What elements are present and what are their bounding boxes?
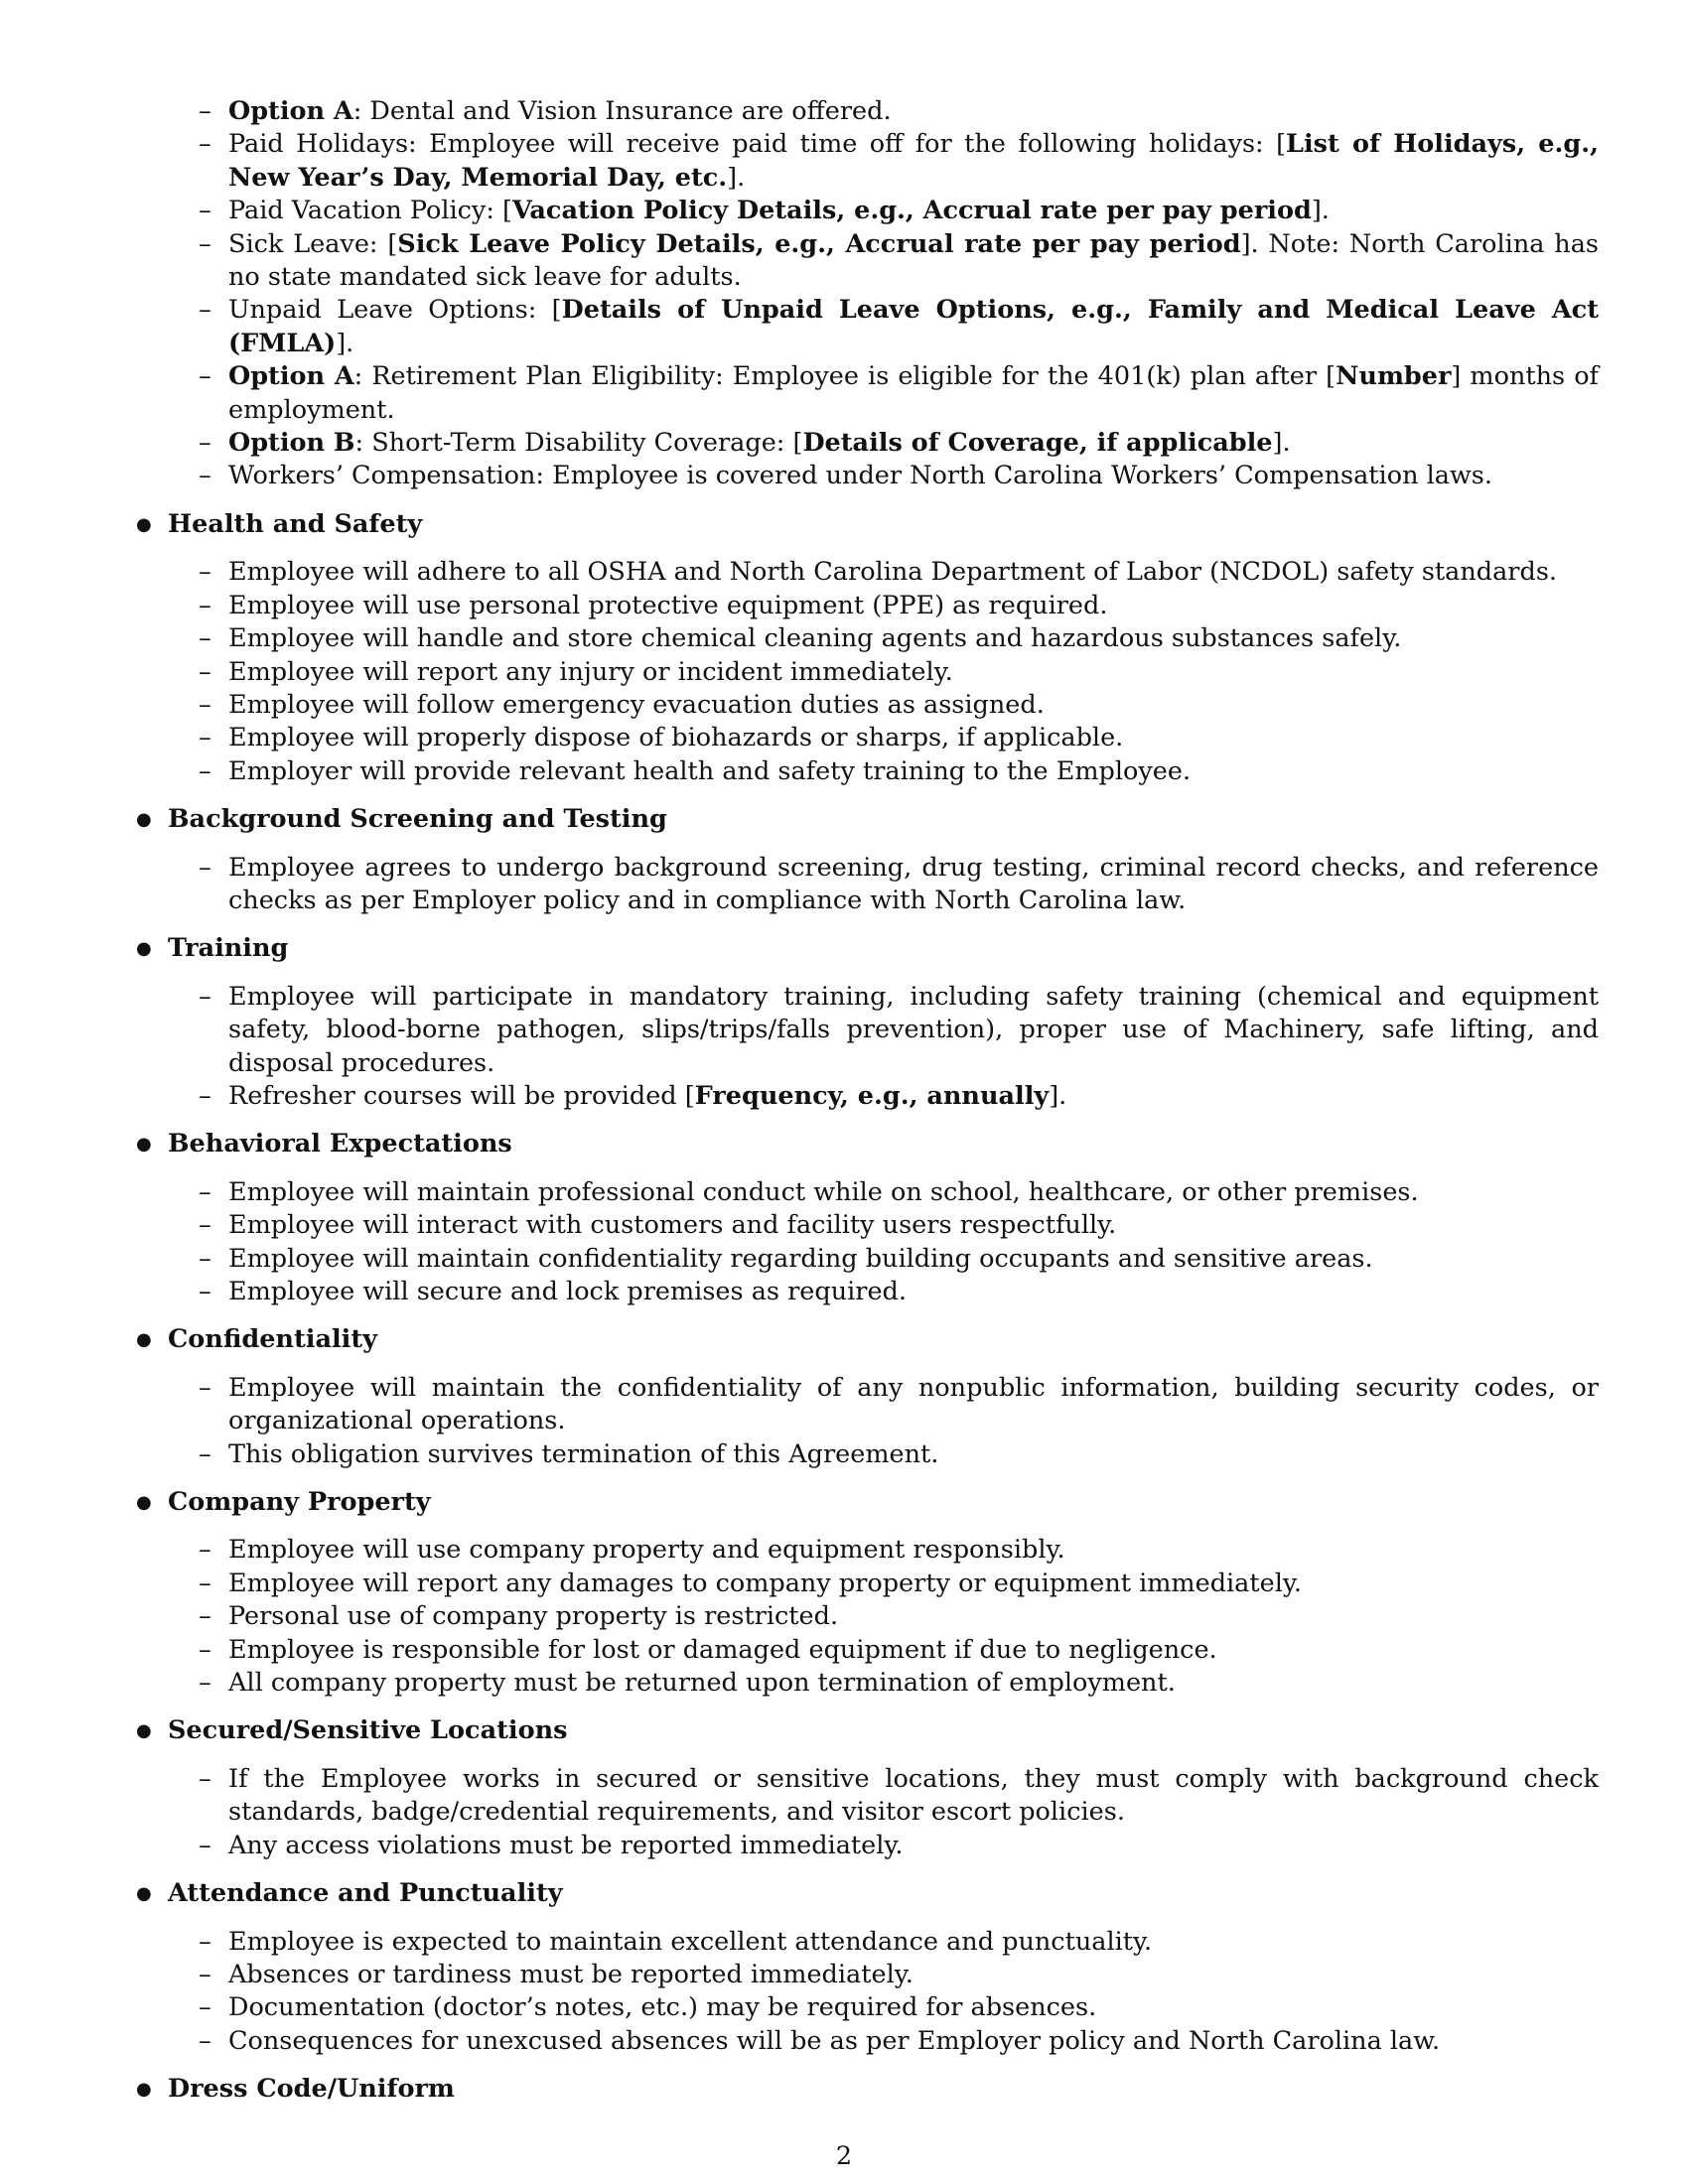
list-item: – Employee is responsible for lost or damaged equipment if due to negligence. <box>228 1634 1599 1667</box>
list-item: – Employee will handle and store chemical cleaning agents and hazardous substances safely. <box>228 622 1599 655</box>
list-item: – If the Employee works in secured or sensitive locations, they must comply with background check standards, badge/credential requirements, and visitor escort policies. <box>228 1763 1599 1830</box>
section-title: Attendance and Punctuality <box>168 1878 563 1909</box>
continued-benefits-list <box>129 95 1599 493</box>
list-item: – Unpaid Leave Options: [Details of Unpaid Leave Options, e.g., Family and Medical Leave Act (FMLA)]. <box>228 294 1599 360</box>
page-number: 2 <box>835 2141 853 2171</box>
list-item: – Any access violations must be reported immediately. <box>228 1830 1599 1862</box>
list-item: – Employee will use personal protective equipment (PPE) as required. <box>228 590 1599 622</box>
section-company-property <box>129 1486 1599 1700</box>
list-item: – Employee will interact with customers and facility users respectfully. <box>228 1209 1599 1242</box>
list-item: – Option A: Retirement Plan Eligibility: Employee is eligible for the 401(k) plan after [Number] months of employment. <box>228 360 1599 427</box>
section-list <box>168 556 1599 788</box>
bullet-icon: ● <box>136 1883 152 1905</box>
list-item: – All company property must be returned upon termination of employment. <box>228 1667 1599 1700</box>
section-list <box>168 1372 1599 1471</box>
list-item: – Employee will participate in mandatory training, including safety training (chemical and equipment safety, blood-borne pathogen, slips/trips/falls prevention), proper use of Machinery, safe lifting, and disposal procedures. <box>228 981 1599 1080</box>
list-item: – Employee agrees to undergo background screening, drug testing, criminal record checks, and reference checks as per Employer policy and in compliance with North Carolina law. <box>228 852 1599 918</box>
list-item: – Refresher courses will be provided [Frequency, e.g., annually]. <box>228 1080 1599 1113</box>
section-list <box>168 1534 1599 1700</box>
list-item: – Employee is expected to maintain excellent attendance and punctuality. <box>228 1926 1599 1959</box>
list-item: – Employee will adhere to all OSHA and North Carolina Department of Labor (NCDOL) safety standards. <box>228 556 1599 589</box>
section-training <box>129 932 1599 1113</box>
list-item: – Employee will maintain confidentiality regarding building occupants and sensitive areas. <box>228 1243 1599 1276</box>
list-item: – Paid Holidays: Employee will receive paid time off for the following holidays: [List of Holidays, e.g., New Year’s Day, Memorial Day, etc.]. <box>228 128 1599 195</box>
list-item: – Option A: Dental and Vision Insurance are offered. <box>228 95 1599 128</box>
list-item: – Sick Leave: [Sick Leave Policy Details, e.g., Accrual rate per pay period]. Note: North Carolina has no state mandated sick leave for adults. <box>228 228 1599 295</box>
section-list <box>168 852 1599 918</box>
section-background-screening <box>129 803 1599 917</box>
bullet-icon: ● <box>136 1134 152 1156</box>
list-item: – Employee will follow emergency evacuation duties as assigned. <box>228 689 1599 722</box>
list-item: – Employer will provide relevant health and safety training to the Employee. <box>228 755 1599 788</box>
list-item: – Paid Vacation Policy: [Vacation Policy Details, e.g., Accrual rate per pay period]. <box>228 195 1599 227</box>
list-item: – Employee will secure and lock premises as required. <box>228 1276 1599 1308</box>
bullet-icon: ● <box>136 513 152 535</box>
bullet-icon: ● <box>136 1492 152 1514</box>
bullet-icon: ● <box>136 1720 152 1742</box>
list-item: – Employee will use company property and equipment responsibly. <box>228 1534 1599 1567</box>
section-dress-code <box>129 2073 1599 2106</box>
section-attendance <box>129 1877 1599 2058</box>
bullet-icon: ● <box>136 1329 152 1351</box>
bullet-icon: ● <box>136 938 152 960</box>
section-title: Health and Safety <box>168 508 423 539</box>
list-item: – Workers’ Compensation: Employee is covered under North Carolina Workers’ Compensation laws. <box>228 460 1599 492</box>
list-item: – This obligation survives termination of this Agreement. <box>228 1438 1599 1471</box>
section-health-and-safety <box>129 508 1599 788</box>
list-item: – Employee will maintain the confidentiality of any nonpublic information, building security codes, or organizational operations. <box>228 1372 1599 1438</box>
bullet-icon: ● <box>136 809 152 831</box>
section-title: Company Property <box>168 1487 431 1518</box>
page-content <box>129 95 1599 2121</box>
section-confidentiality <box>129 1323 1599 1471</box>
section-title: Behavioral Expectations <box>168 1129 512 1160</box>
section-list <box>168 1926 1599 2059</box>
section-list <box>168 1176 1599 1309</box>
list-item: – Consequences for unexcused absences will be as per Employer policy and North Carolina law. <box>228 2025 1599 2058</box>
section-secured-locations <box>129 1714 1599 1862</box>
section-title: Secured/Sensitive Locations <box>168 1715 568 1746</box>
bullet-icon: ● <box>136 2079 152 2101</box>
section-title: Background Screening and Testing <box>168 804 667 835</box>
list-item: – Absences or tardiness must be reported immediately. <box>228 1959 1599 1991</box>
section-title: Dress Code/Uniform <box>168 2074 455 2105</box>
section-behavioral-expectations <box>129 1128 1599 1308</box>
list-item: – Employee will maintain professional conduct while on school, healthcare, or other premises. <box>228 1176 1599 1209</box>
list-item: – Option B: Short-Term Disability Coverage: [Details of Coverage, if applicable]. <box>228 427 1599 460</box>
list-item: – Documentation (doctor’s notes, etc.) may be required for absences. <box>228 1991 1599 2024</box>
section-list <box>168 1763 1599 1862</box>
section-title: Training <box>168 933 289 964</box>
list-item: – Employee will report any damages to company property or equipment immediately. <box>228 1568 1599 1600</box>
list-item: – Employee will report any injury or incident immediately. <box>228 656 1599 689</box>
section-title: Confidentiality <box>168 1324 377 1355</box>
section-list <box>168 981 1599 1114</box>
list-item: – Employee will properly dispose of biohazards or sharps, if applicable. <box>228 722 1599 754</box>
list-item: – Personal use of company property is restricted. <box>228 1600 1599 1633</box>
